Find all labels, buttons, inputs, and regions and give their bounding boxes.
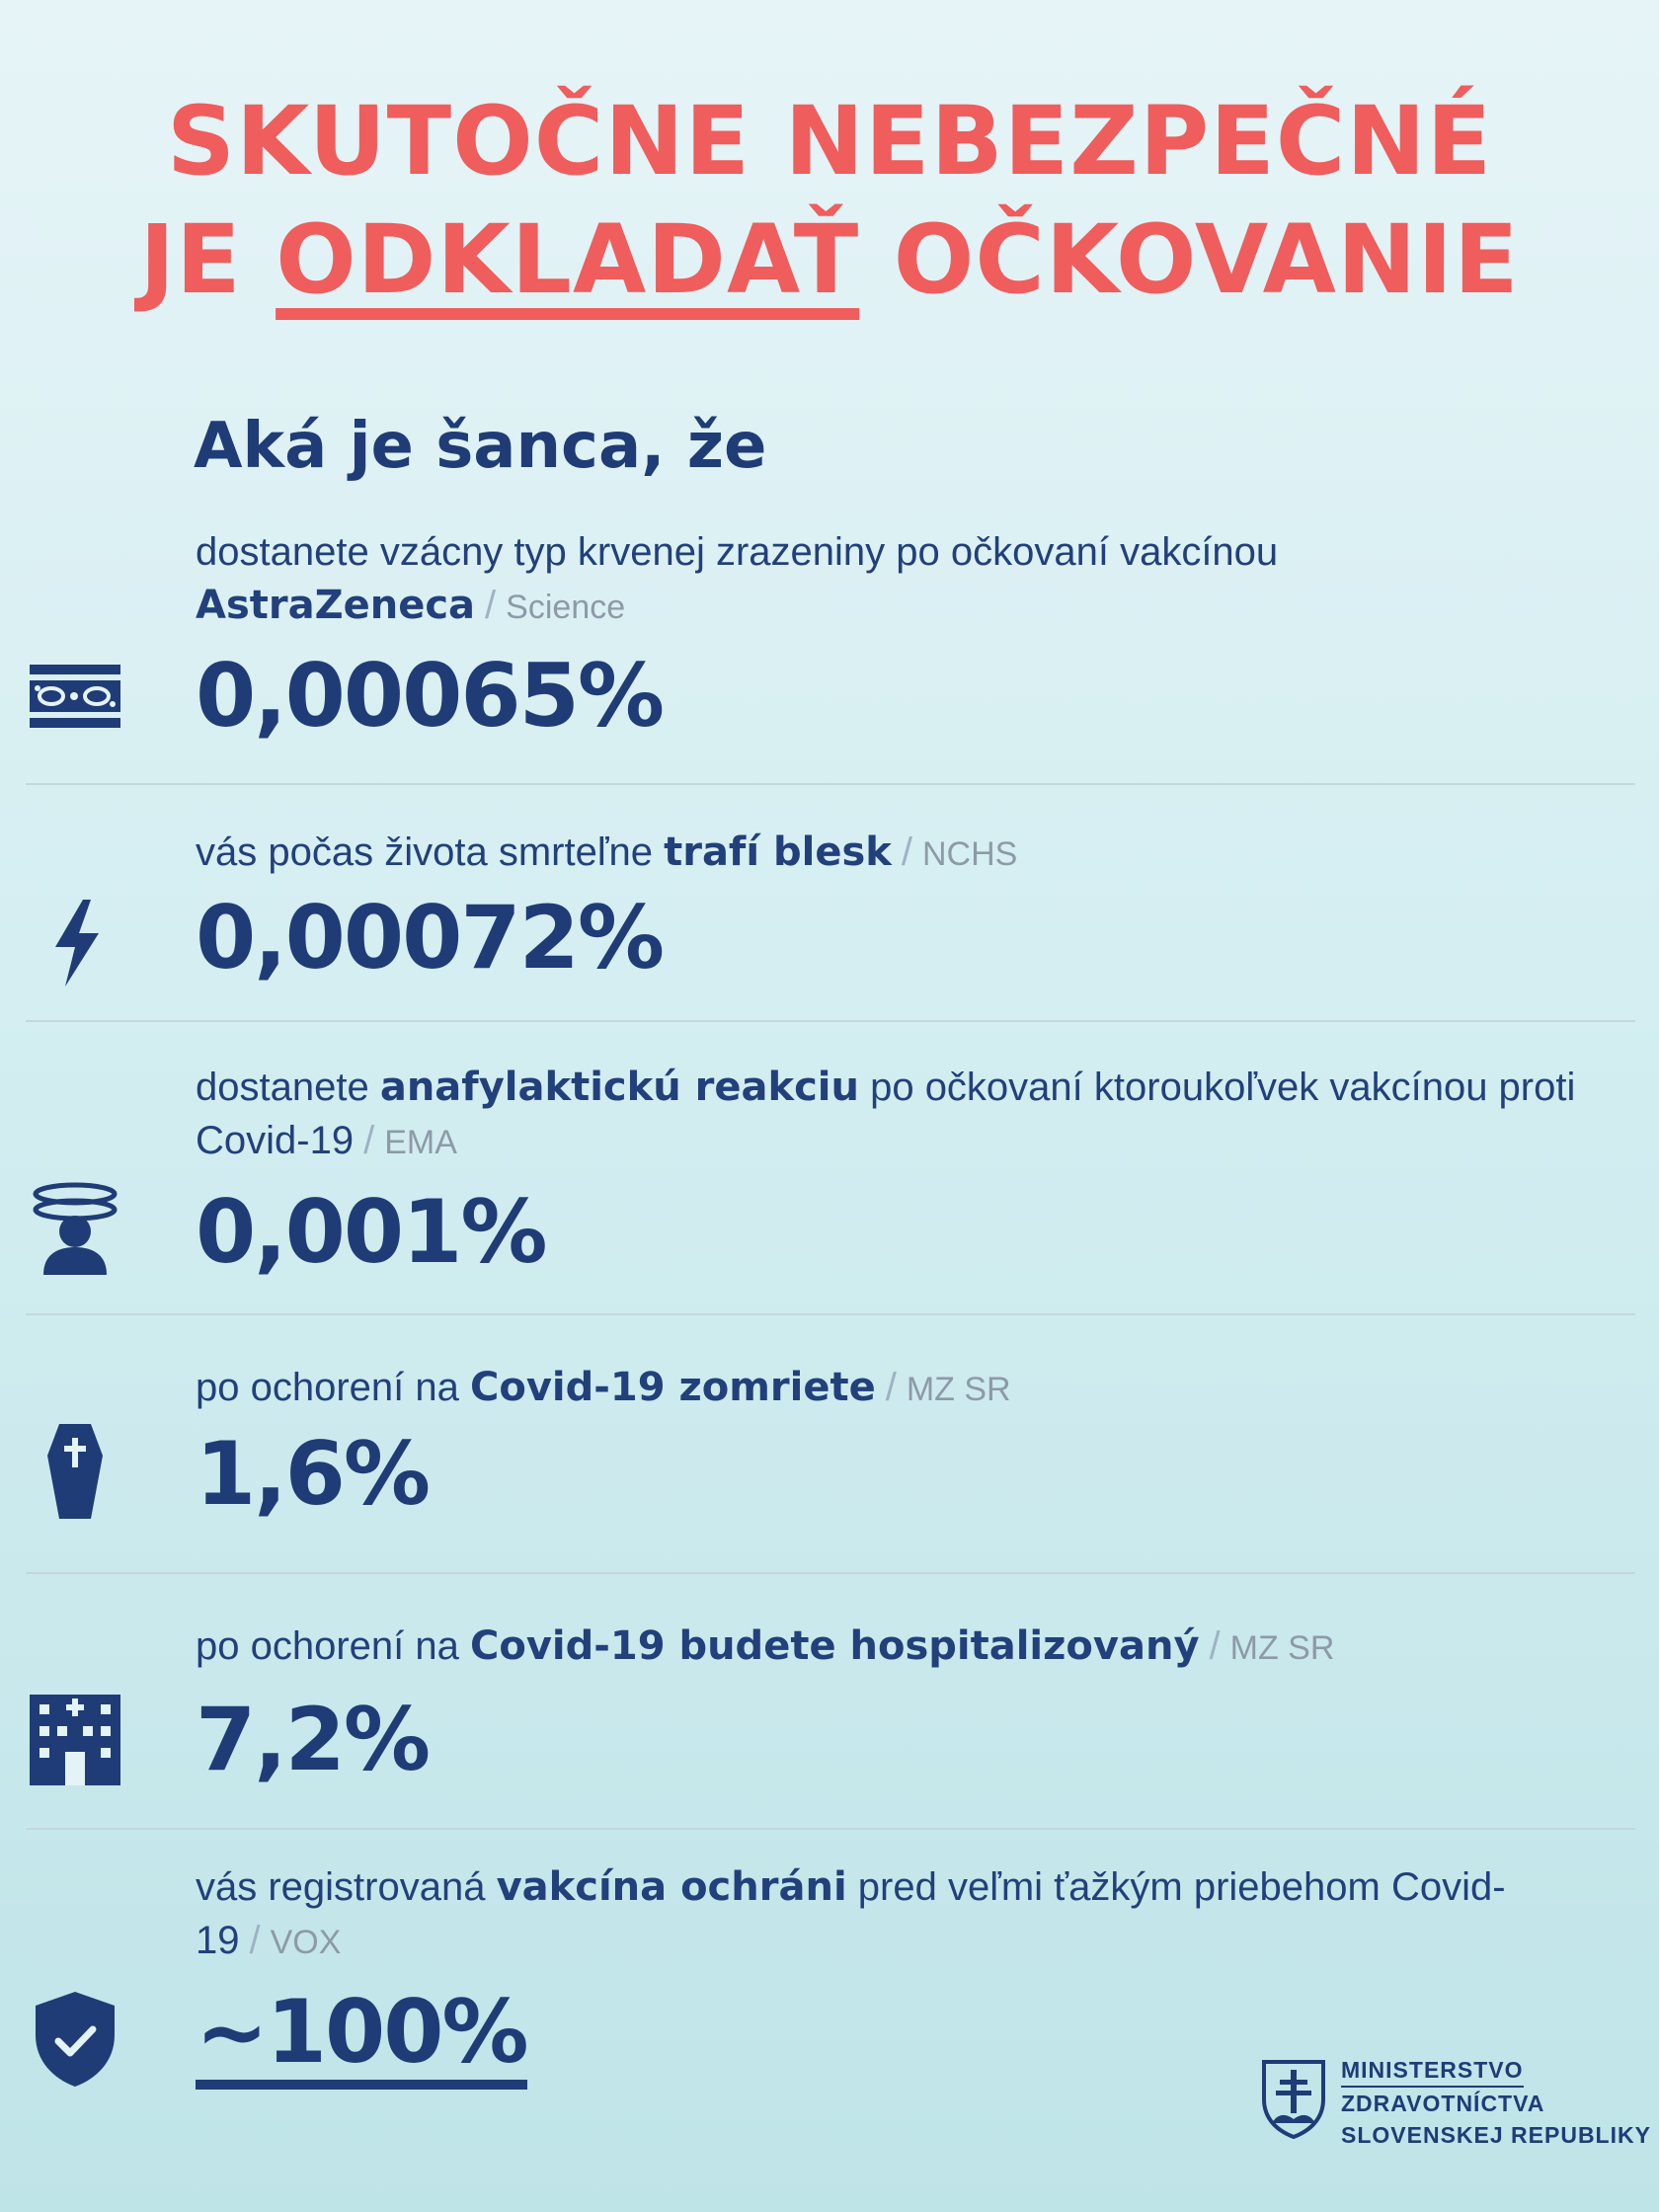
source-label: Science (506, 589, 626, 626)
desc-text: vás registrovaná (196, 1865, 497, 1909)
title-line-2 (0, 205, 1659, 314)
hospital-icon (26, 1691, 124, 1789)
coffin-icon (26, 1422, 124, 1521)
desc-text-after: po očkovaní ktoroukoľvek vakcínou proti Covid-19 (196, 1066, 1576, 1162)
logo-line-1: MINISTERSTVO (1341, 2054, 1524, 2088)
logo-line-3: SLOVENSKEJ REPUBLIKY (1341, 2122, 1651, 2148)
source-separator: / (485, 584, 497, 627)
divider (26, 1313, 1635, 1315)
dizzy-person-icon (26, 1180, 124, 1279)
title-line-1: SKUTOČNE NEBEZPEČNÉ (166, 86, 1493, 197)
stat-description (196, 826, 1598, 881)
desc-bold: Covid-19 budete hospitalizovaný (470, 1623, 1200, 1669)
slovak-coat-of-arms-icon (1260, 2058, 1327, 2139)
source-separator: / (363, 1119, 375, 1162)
desc-text-after: pred veľmi ťažkým priebehom Covid-19 (196, 1865, 1506, 1962)
desc-text: dostanete (196, 1066, 380, 1109)
divider (26, 1828, 1635, 1830)
stat-description (196, 1620, 1598, 1675)
desc-bold: anafylaktickú reakciu (379, 1065, 859, 1110)
ministry-name (1341, 2054, 1651, 2151)
intro-heading: Aká je šanca, že (194, 410, 767, 483)
stat-value: 0,00065% (196, 645, 663, 747)
stat-description (196, 1061, 1598, 1169)
stat-description (196, 1361, 1598, 1416)
stat-value-highlighted: ~100% (196, 1985, 527, 2090)
source-separator: / (901, 830, 912, 874)
source-separator: / (1209, 1624, 1221, 1668)
desc-bold: Covid-19 zomriete (470, 1365, 876, 1410)
source-separator: / (249, 1919, 261, 1962)
stat-value: 1,6% (196, 1423, 430, 1525)
source-label: EMA (384, 1124, 457, 1161)
desc-text: po ochorení na (196, 1624, 470, 1668)
title-underlined-word: ODKLADAŤ (276, 204, 860, 315)
stat-description (196, 525, 1598, 634)
divider (26, 783, 1635, 785)
source-label: NCHS (921, 835, 1018, 873)
stat-value: 0,00072% (196, 887, 663, 988)
stat-value: 0,001% (196, 1181, 546, 1283)
desc-bold: AstraZeneca (196, 583, 476, 628)
ministry-logo (1260, 2054, 1655, 2163)
source-label: VOX (270, 1924, 342, 1961)
divider (26, 1020, 1635, 1022)
source-label: MZ SR (1229, 1629, 1335, 1667)
source-label: MZ SR (906, 1371, 1011, 1408)
desc-text: dostanete vzácny typ krvenej zrazeniny po očkovaní vakcínou (196, 530, 1279, 574)
desc-bold: vakcína ochráni (496, 1864, 847, 1910)
blood-clot-icon (26, 647, 124, 746)
desc-text: vás počas života smrteľne (196, 830, 665, 874)
title-line-2-start: JE (139, 204, 276, 315)
logo-line-2: ZDRAVOTNÍCTVA (1341, 2091, 1545, 2116)
lightning-icon (26, 894, 124, 992)
source-separator: / (885, 1366, 897, 1409)
shield-check-icon (26, 1990, 124, 2089)
stat-description (196, 1860, 1598, 1969)
divider (26, 1572, 1635, 1574)
title-line-2-end: OČKOVANIE (859, 204, 1520, 315)
stat-value: 7,2% (196, 1689, 430, 1790)
desc-bold: trafí blesk (664, 830, 892, 875)
desc-text: po ochorení na (196, 1366, 470, 1409)
